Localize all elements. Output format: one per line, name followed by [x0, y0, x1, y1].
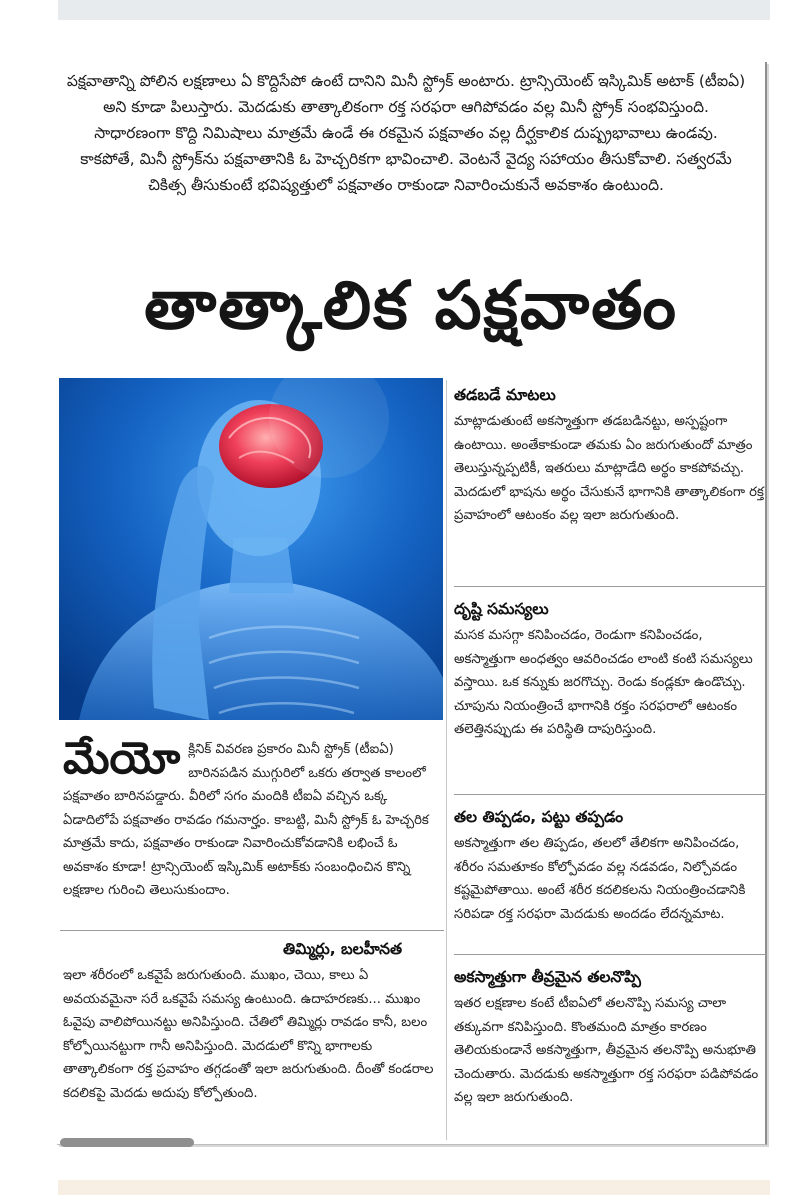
divider — [454, 794, 766, 795]
section-slurred-speech — [454, 384, 766, 528]
divider — [454, 954, 766, 955]
column-divider — [446, 380, 447, 1140]
section-headache — [454, 966, 766, 1110]
section-text: అకస్మాత్తుగా తల తిప్పడం, తలలో తేలికగా అనిపించడం, శరీరం సమతూకం కోల్పోవడం వల్ల నడవడం, నిల్చోవడం కష్టమైపోతాయి. అంటే శరీర కదలికలను నియంత్రించడానికి సరిపడా రక్త సరఫరా మెదడుకు అందడం లేదన్నమాట. — [454, 836, 746, 922]
horizontal-scrollbar[interactable] — [60, 1138, 194, 1147]
section-text: మసక మసగ్గా కనిపించడం, రెండుగా కనిపించడం, అకస్మాత్తుగా అంధత్వం ఆవరించడం లాంటి కంటి సమస్యలు వస్తాయి. ఒక కన్నుకు జరగొచ్చు. రెండు కండ్లకూ ఉండొచ్చు. చూపును నియంత్రించే భాగానికి రక్తం సరఫరాలో ఆటంకం తలెత్తినప్పుడు ఈ పరిస్థితి దాపురిస్తుంది. — [454, 628, 753, 737]
section-title: అకస్మాత్తుగా తీవ్రమైన తలనొప్పి — [454, 968, 641, 986]
section-numbness — [63, 938, 435, 1105]
brain-illustration — [59, 378, 443, 720]
mayo-text: క్లినిక్ వివరణ ప్రకారం మినీ స్ట్రోక్ (టీఐఏ) బారినపడిన ముగ్గురిలో ఒకరు తర్వాత కాలంలో పక్షవాతం బారినపడ్డారు. వీరిలో సగం మందికి టీఐఏ వచ్చిన ఒక్క ఏడాదిలోపే పక్షవాతం రావడం గమనార్హం. కాబట్టి, మినీ స్ట్రోక్ ఓ హెచ్చరిక మాత్రమే కాదు, పక్షవాతం రాకుండా నివారించుకోవడానికి లభించే ఓ అవకాశం కూడా! ట్రాన్సియెంట్ ఇస్కిమిక్ అటాక్‌కు సంబంధించిన కొన్ని లక్షణాల గురించి తెలుసుకుందాం. — [63, 742, 429, 898]
section-title: దృష్టి సమస్యలు — [454, 600, 549, 618]
section-title: తల తిప్పడం, పట్టు తప్పడం — [454, 808, 624, 826]
divider — [60, 930, 444, 931]
section-text: మాట్లాడుతుంటే అకస్మాత్తుగా తడబడినట్టు, అస్పష్టంగా ఉంటాయి. అంతేకాకుండా తమకు ఏం జరుగుతుందో మాత్రం తెలుస్తున్నప్పటికీ, ఇతరులు మాట్లాడేది అర్థం కాకపోవచ్చు. మెదడులో భాషను అర్థం చేసుకునే భాగానికి తాత్కాలికంగా రక్త ప్రవాహంలో ఆటంకం వల్ల ఇలా జరుగుతుంది. — [454, 414, 764, 523]
dropcap: మేయో — [63, 733, 181, 784]
mayo-paragraph — [63, 733, 435, 903]
intro-paragraph: పక్షవాతాన్ని పోలిన లక్షణాలు ఏ కొద్దిసేపో ఉంటే దానిని మినీ స్ట్రోక్ అంటారు. ట్రాన్సియెంట్ ఇస్కిమిక్ అటాక్ (టీఐఏ) అని కూడా పిలుస్తారు. మెదడుకు తాత్కాలికంగా రక్త సరఫరా ఆగిపోవడం వల్ల మినీ స్ట్రోక్ సంభవిస్తుంది. సాధారణంగా కొద్ది నిమిషాలు మాత్రమే ఉండే ఈ రకమైన పక్షవాతం వల్ల దీర్ఘకాలిక దుష్ప్రభావాలు ఉండవు. కాకపోతే, మినీ స్ట్రోక్‌ను పక్షవాతానికి ఓ హెచ్చరికగా భావించాలి. వెంటనే వైద్య సహాయం తీసుకోవాలి. సత్వరమే చికిత్స తీసుకుంటే భవిష్యత్తులో పక్షవాతం రాకుండా నివారించుకునే అవకాశం ఉంటుంది. — [66, 72, 746, 194]
brain-illustration-svg — [59, 378, 443, 720]
section-title: తడబడే మాటలు — [454, 386, 556, 404]
section-vision-problems — [454, 598, 766, 742]
section-dizziness — [454, 806, 766, 926]
bottom-strip — [58, 1180, 770, 1195]
section-title: తిమ్మిర్లు, బలహీనత — [283, 940, 403, 958]
section-text: ఇలా శరీరంలో ఒకవైపే జరుగుతుంది. ముఖం, చెయి, కాలు ఏ అవయవమైనా సరే ఒకవైపే సమస్య ఉంటుంది. ఉదాహరణకు... ముఖం ఓవైపు వాలిపోయినట్టు అనిపిస్తుంది. చేతిలో తిమ్మిర్లు రావడం కానీ, బలం కోల్పోయినట్టుగా గానీ అనిపిస్తుంది. మెదడులో కొన్ని భాగాలకు తాత్కాలికంగా రక్త ప్రవాహం తగ్గడంతో ఇలా జరుగుతుంది. దీంతో కండరాల కదలికపై మెదడు అదుపు కోల్పోతుంది. — [63, 968, 434, 1101]
divider — [454, 586, 766, 587]
section-text: ఇతర లక్షణాల కంటే టీఐఏలో తలనొప్పి సమస్య చాలా తక్కువగా కనిపిస్తుంది. కొంతమంది మాత్రం కారణం తెలియకుండానే అకస్మాత్తుగా, తీవ్రమైన తలనొప్పి అనుభూతి చెందుతారు. మెదడుకు అకస్మాత్తుగా రక్త సరఫరా పడిపోవడం వల్ల ఇలా జరుగుతుంది. — [454, 996, 759, 1105]
headline: తాత్కాలిక పక్షవాతం — [144, 267, 678, 344]
top-strip — [58, 0, 770, 20]
